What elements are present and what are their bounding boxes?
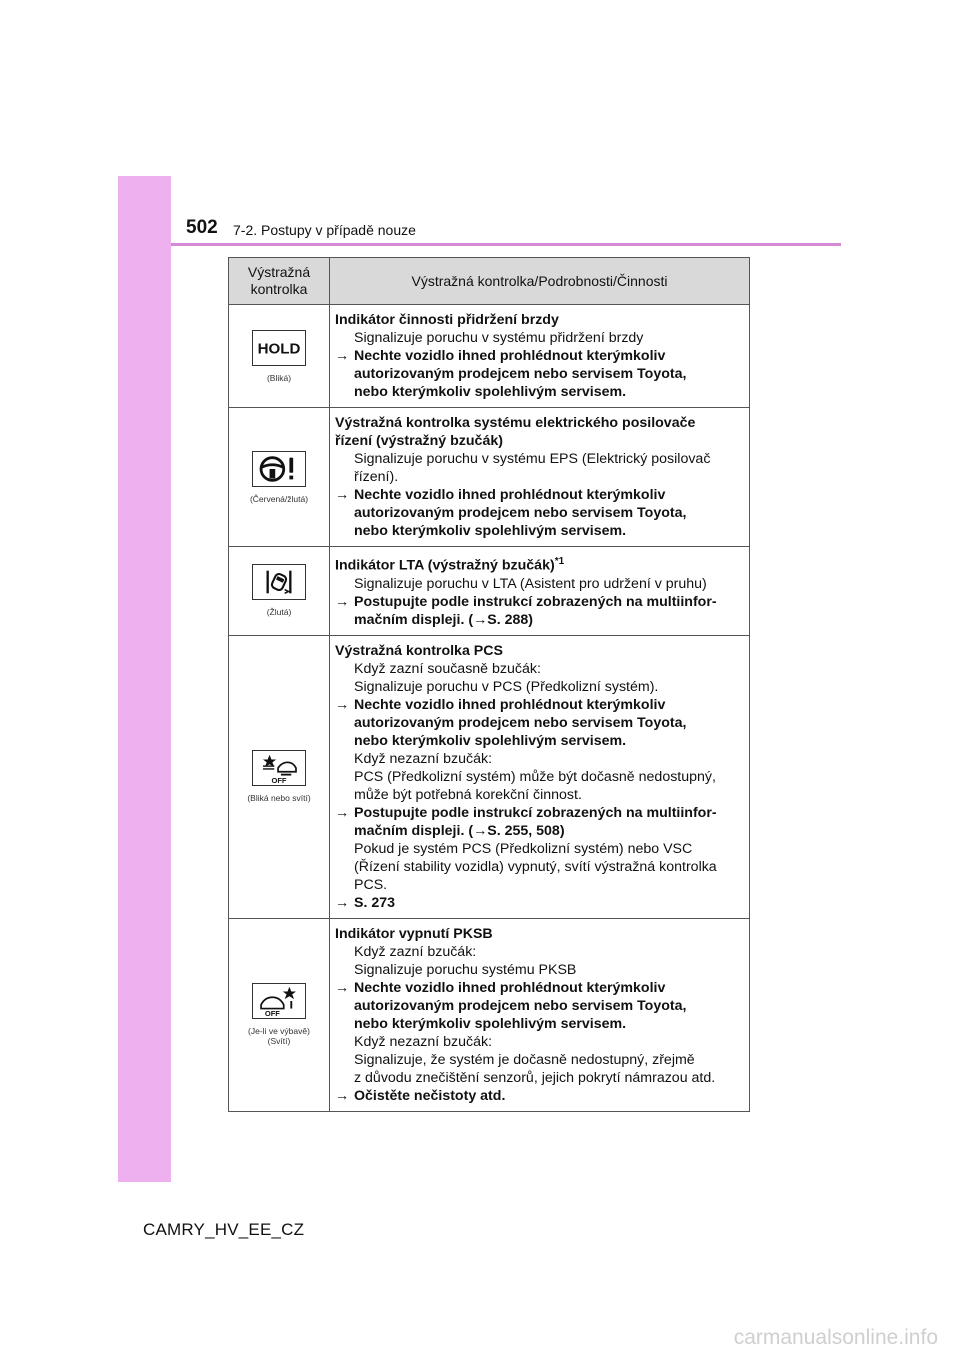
row-action: → Nechte vozidlo ihned prohlédnout kterýmkoliv: [335, 487, 666, 503]
row-action-cont: autorizovaným prodejcem nebo servisem Toyota,: [354, 997, 687, 1014]
icon-caption: (Červená/žlutá): [249, 493, 309, 504]
pcs-warning-icon: [252, 750, 306, 786]
section-title: 7-2. Postupy v případě nouze: [233, 222, 416, 238]
icon-cell: [229, 547, 330, 636]
row-action: → Očistěte nečistoty atd.: [335, 1087, 506, 1104]
row-title: Indikátor LTA (výstražný bzučák)$^{*1}$: [335, 556, 565, 574]
row-title: Indikátor činnosti přidržení brzdy: [335, 312, 559, 328]
row-action: → Nechte vozidlo ihned prohlédnout kterýmkoliv: [335, 979, 666, 996]
chapter-side-band: [118, 176, 171, 1182]
arrow-icon: →: [473, 822, 488, 839]
row-text: PCS.: [354, 876, 388, 893]
row-action: → S. 273: [335, 894, 396, 911]
row-action-cont: nebo kterýmkoliv spolehlivým servisem.: [354, 523, 627, 539]
row-action: → Nechte vozidlo ihned prohlédnout kterýmkoliv: [335, 696, 666, 713]
off-label: OFF: [271, 776, 287, 786]
description-cell: [330, 305, 750, 408]
row-action-cont: nebo kterýmkoliv spolehlivým servisem.: [354, 1015, 627, 1032]
page-number: 502: [186, 217, 218, 238]
arrow-icon: →: [335, 894, 350, 911]
row-text: Signalizuje, že systém je dočasně nedostupný, zřejmě: [354, 1051, 695, 1068]
arrow-icon: →: [335, 696, 350, 713]
arrow-icon: →: [335, 487, 350, 503]
arrow-icon: →: [335, 593, 350, 610]
table-header-row: [229, 258, 750, 305]
table-row: [229, 408, 750, 547]
arrow-icon: →: [335, 1087, 350, 1104]
icon-caption: (Svítí): [267, 1036, 291, 1047]
icon-cell: [229, 408, 330, 547]
document-code: CAMRY_HV_EE_CZ: [143, 1220, 305, 1239]
table-row: [229, 305, 750, 408]
row-text: řízení).: [354, 469, 399, 485]
arrow-icon: →: [335, 804, 350, 821]
row-text: (Řízení stability vozidla) vypnutý, svítí výstražná kontrolka: [354, 858, 717, 875]
watermark: carmanualsonline.info: [733, 1326, 938, 1349]
arrow-icon: →: [473, 611, 488, 628]
row-text: Signalizuje poruchu systému PKSB: [354, 961, 577, 978]
row-text: Když zazní současně bzučák:: [354, 660, 541, 677]
row-text: Když nezazní bzučák:: [354, 1033, 493, 1050]
icon-cell: [229, 635, 330, 918]
footnote-mark: *1: [554, 556, 565, 567]
icon-cell: [229, 918, 330, 1111]
table-row: [229, 635, 750, 918]
row-text: Signalizuje poruchu v PCS (Předkolizní systém).: [354, 678, 659, 695]
description-cell: [330, 408, 750, 547]
icon-caption: (Je-li ve výbavě): [248, 1026, 310, 1037]
row-action: → Postupujte podle instrukcí zobrazených na multiinfor-: [335, 804, 717, 821]
row-text: Signalizuje poruchu v systému přidržení brzdy: [354, 330, 644, 346]
description-cell: [330, 547, 750, 636]
row-title: Výstražná kontrolka PCS: [335, 642, 503, 659]
description-cell: [330, 635, 750, 918]
description-cell: [330, 918, 750, 1111]
table-row: [229, 547, 750, 636]
row-title: Výstražná kontrolka systému elektrického posilovače: [335, 415, 696, 431]
row-action-cont: mačním displeji. (→S. 255, 508): [354, 822, 565, 839]
icon-cell: [229, 305, 330, 408]
row-action-cont: nebo kterýmkoliv spolehlivým servisem.: [354, 384, 627, 400]
row-text: Signalizuje poruchu v systému EPS (Elektrický posilovač: [354, 451, 711, 467]
header-rule: [171, 243, 841, 246]
hold-indicator-icon: [252, 330, 306, 366]
pksb-off-icon: [252, 983, 306, 1019]
off-label: OFF: [264, 1009, 280, 1019]
lane-trace-assist-icon: [252, 564, 306, 600]
table-row: [229, 918, 750, 1111]
row-action: → Postupujte podle instrukcí zobrazených na multiinfor-: [335, 593, 717, 610]
icon-caption: (Bliká nebo svítí): [247, 793, 311, 804]
column-header-icon: Výstražná kontrolka: [229, 258, 330, 305]
icon-caption: (Žlutá): [266, 607, 292, 618]
row-action-cont: autorizovaným prodejcem nebo servisem Toyota,: [354, 714, 687, 731]
row-action-cont: mačním displeji. (→S. 288): [354, 611, 533, 628]
column-header-details: Výstražná kontrolka/Podrobnosti/Činnosti: [330, 258, 750, 305]
row-action-cont: nebo kterýmkoliv spolehlivým servisem.: [354, 732, 627, 749]
warning-lights-table: [228, 257, 750, 1112]
arrow-icon: →: [335, 348, 350, 364]
row-action-cont: autorizovaným prodejcem nebo servisem Toyota,: [354, 505, 687, 521]
row-text: Když nezazní bzučák:: [354, 750, 493, 767]
row-action: → Nechte vozidlo ihned prohlédnout kterýmkoliv: [335, 348, 666, 364]
row-title: Indikátor vypnutí PKSB: [335, 925, 493, 942]
row-text: může být potřebná korekční činnost.: [354, 786, 582, 803]
row-title: řízení (výstražný bzučák): [335, 433, 503, 449]
row-text: Když zazní bzučák:: [354, 943, 477, 960]
row-text: z důvodu znečištění senzorů, jejich pokrytí námrazou atd.: [354, 1069, 716, 1086]
row-text: Signalizuje poruchu v LTA (Asistent pro udržení v pruhu): [354, 575, 707, 592]
hold-icon-text: HOLD: [257, 340, 301, 358]
arrow-icon: →: [335, 979, 350, 996]
icon-caption: (Bliká): [266, 372, 292, 383]
row-action-cont: autorizovaným prodejcem nebo servisem Toyota,: [354, 366, 687, 382]
steering-warning-icon: [252, 451, 306, 487]
row-text: Pokud je systém PCS (Předkolizní systém) nebo VSC: [354, 840, 693, 857]
row-text: PCS (Předkolizní systém) může být dočasně nedostupný,: [354, 768, 716, 785]
